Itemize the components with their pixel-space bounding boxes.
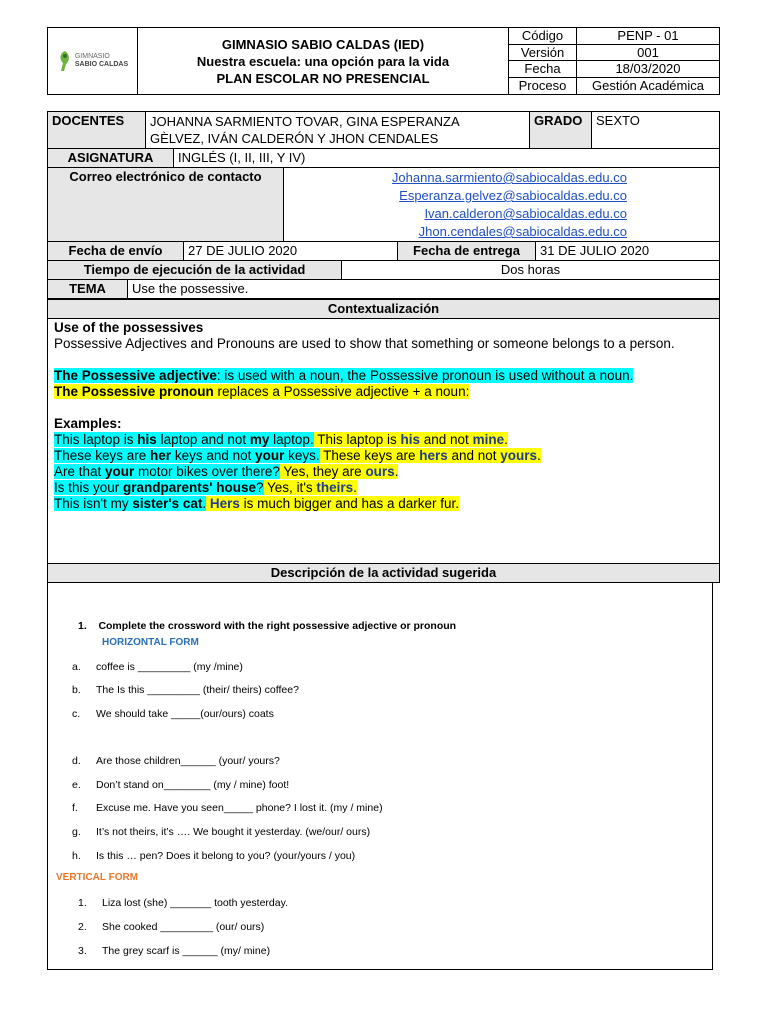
rule-pronoun: The Possessive pronoun replaces a Possessive adjective + a noun: xyxy=(54,384,470,399)
correo-row xyxy=(47,168,720,242)
asignatura-label: ASIGNATURA xyxy=(48,149,174,167)
email-list xyxy=(284,168,719,241)
context-heading: Contextualización xyxy=(47,299,720,319)
meta-value-version: 001 xyxy=(577,45,719,62)
grado-label: GRADO xyxy=(530,112,592,148)
meta-value-proceso: Gestión Académica xyxy=(591,78,704,94)
envio-value: 27 DE JULIO 2020 xyxy=(184,242,398,260)
plan-name: PLAN ESCOLAR NO PRESENCIAL xyxy=(216,70,430,86)
envio-label: Fecha de envío xyxy=(48,242,184,260)
asignatura-value: INGLÉS (I, II, III, Y IV) xyxy=(178,150,306,165)
tema-value: Use the possessive. xyxy=(132,281,249,296)
info-table xyxy=(47,111,720,299)
context-intro: Possessive Adjectives and Pronouns are used to show that something or someone belongs to a person. xyxy=(54,336,675,351)
docentes-row xyxy=(47,111,720,149)
meta-label-version: Versión xyxy=(509,45,577,62)
tema-label: TEMA xyxy=(48,280,128,298)
header-title-block xyxy=(138,28,509,94)
logo-line-1: GIMNASIO xyxy=(74,53,110,60)
meta-label-proceso: Proceso xyxy=(509,78,577,95)
fechas-row xyxy=(47,242,720,261)
grado-value: SEXTO xyxy=(596,113,640,128)
email-link-jhon[interactable]: Jhon.cendales@sabiocaldas.edu.co xyxy=(418,224,627,239)
example-1: This laptop is his laptop and not my laptop. This laptop is his and not mine. xyxy=(54,432,508,447)
docentes-line-1: JOHANNA SARMIENTO TOVAR, GINA ESPERANZA xyxy=(150,114,460,129)
docentes-value xyxy=(146,112,530,148)
correo-label: Correo electrónico de contacto xyxy=(48,168,284,241)
example-5: This isn't my sister's cat. Hers is much bigger and has a darker fur. xyxy=(54,496,460,511)
email-link-ivan[interactable]: Ivan.calderon@sabiocaldas.edu.co xyxy=(424,206,627,221)
horizontal-form-label: HORIZONTAL FORM xyxy=(102,637,199,648)
activity-body: 1. Complete the crossword with the right possessive adjective or pronoun HORIZONTAL FORM a. coffee is _________ (my /mine) b. The Is this _________ (their/ theirs) coffee? c. We should take _____(our/ours) coats d. Are those children______ (your/ yours? e. Don’t stand on________ (my / mine) foot! f. Excuse me. Have you seen_____ phone? I lost it. (my / mine) g. It’s not theirs, it’s …. We bought it yesterday. (we/our/ ours) h. Is this … pen? Does it belong to you? (your/yours / you) VERTICAL FORM 1. Liza lost (she) _______ tooth yesterday. 2. She cooked _________ (our/ ours) 3. The grey scarf is ______ (my/ mine) xyxy=(47,582,713,970)
email-link-esperanza[interactable]: Esperanza.gelvez@sabiocaldas.edu.co xyxy=(399,188,627,203)
tiempo-value: Dos horas xyxy=(500,262,561,277)
meta-value-fecha: 18/03/2020 xyxy=(577,61,719,78)
docentes-line-2: GÈLVEZ, IVÁN CALDERÓN Y JHON CENDALES xyxy=(150,131,439,146)
logo-line-2: SABIO CALDAS xyxy=(74,61,129,68)
examples-label: Examples: xyxy=(54,416,122,431)
meta-label-codigo: Código xyxy=(509,28,577,45)
tema-row xyxy=(47,280,720,299)
example-4: Is this your grandparents' house? Yes, it's theirs. xyxy=(54,480,357,495)
school-emblem-icon xyxy=(57,49,73,73)
tiempo-row xyxy=(47,261,720,280)
school-name: GIMNASIO SABIO CALDAS (IED) xyxy=(221,36,425,52)
entrega-label: Fecha de entrega xyxy=(398,242,536,260)
entrega-value: 31 DE JULIO 2020 xyxy=(540,243,650,258)
question-1: 1. Complete the crossword with the right possessive adjective or pronoun xyxy=(78,620,457,632)
context-subtitle: Use of the possessives xyxy=(54,320,204,335)
example-3: Are that your motor bikes over there? Yes, they are ours. xyxy=(54,464,399,479)
document-meta xyxy=(509,28,719,94)
vertical-form-label: VERTICAL FORM xyxy=(56,872,139,883)
tiempo-label: Tiempo de ejecución de la actividad xyxy=(48,261,342,279)
school-logo xyxy=(48,28,138,94)
school-motto: Nuestra escuela: una opción para la vida xyxy=(196,53,450,69)
document-header xyxy=(47,27,720,95)
meta-label-fecha: Fecha xyxy=(509,61,577,78)
meta-value-codigo: PENP - 01 xyxy=(577,28,719,45)
context-body xyxy=(47,318,720,564)
activity-heading: Descripción de la actividad sugerida xyxy=(47,563,720,583)
docentes-label: DOCENTES xyxy=(48,112,146,148)
email-link-johanna[interactable]: Johanna.sarmiento@sabiocaldas.edu.co xyxy=(391,170,627,185)
example-2: These keys are her keys and not your keys. These keys are hers and not yours. xyxy=(54,448,541,463)
rule-adjective: The Possessive adjective: is used with a noun, the Possessive pronoun is used without a noun. xyxy=(54,368,634,383)
asignatura-row xyxy=(47,149,720,168)
